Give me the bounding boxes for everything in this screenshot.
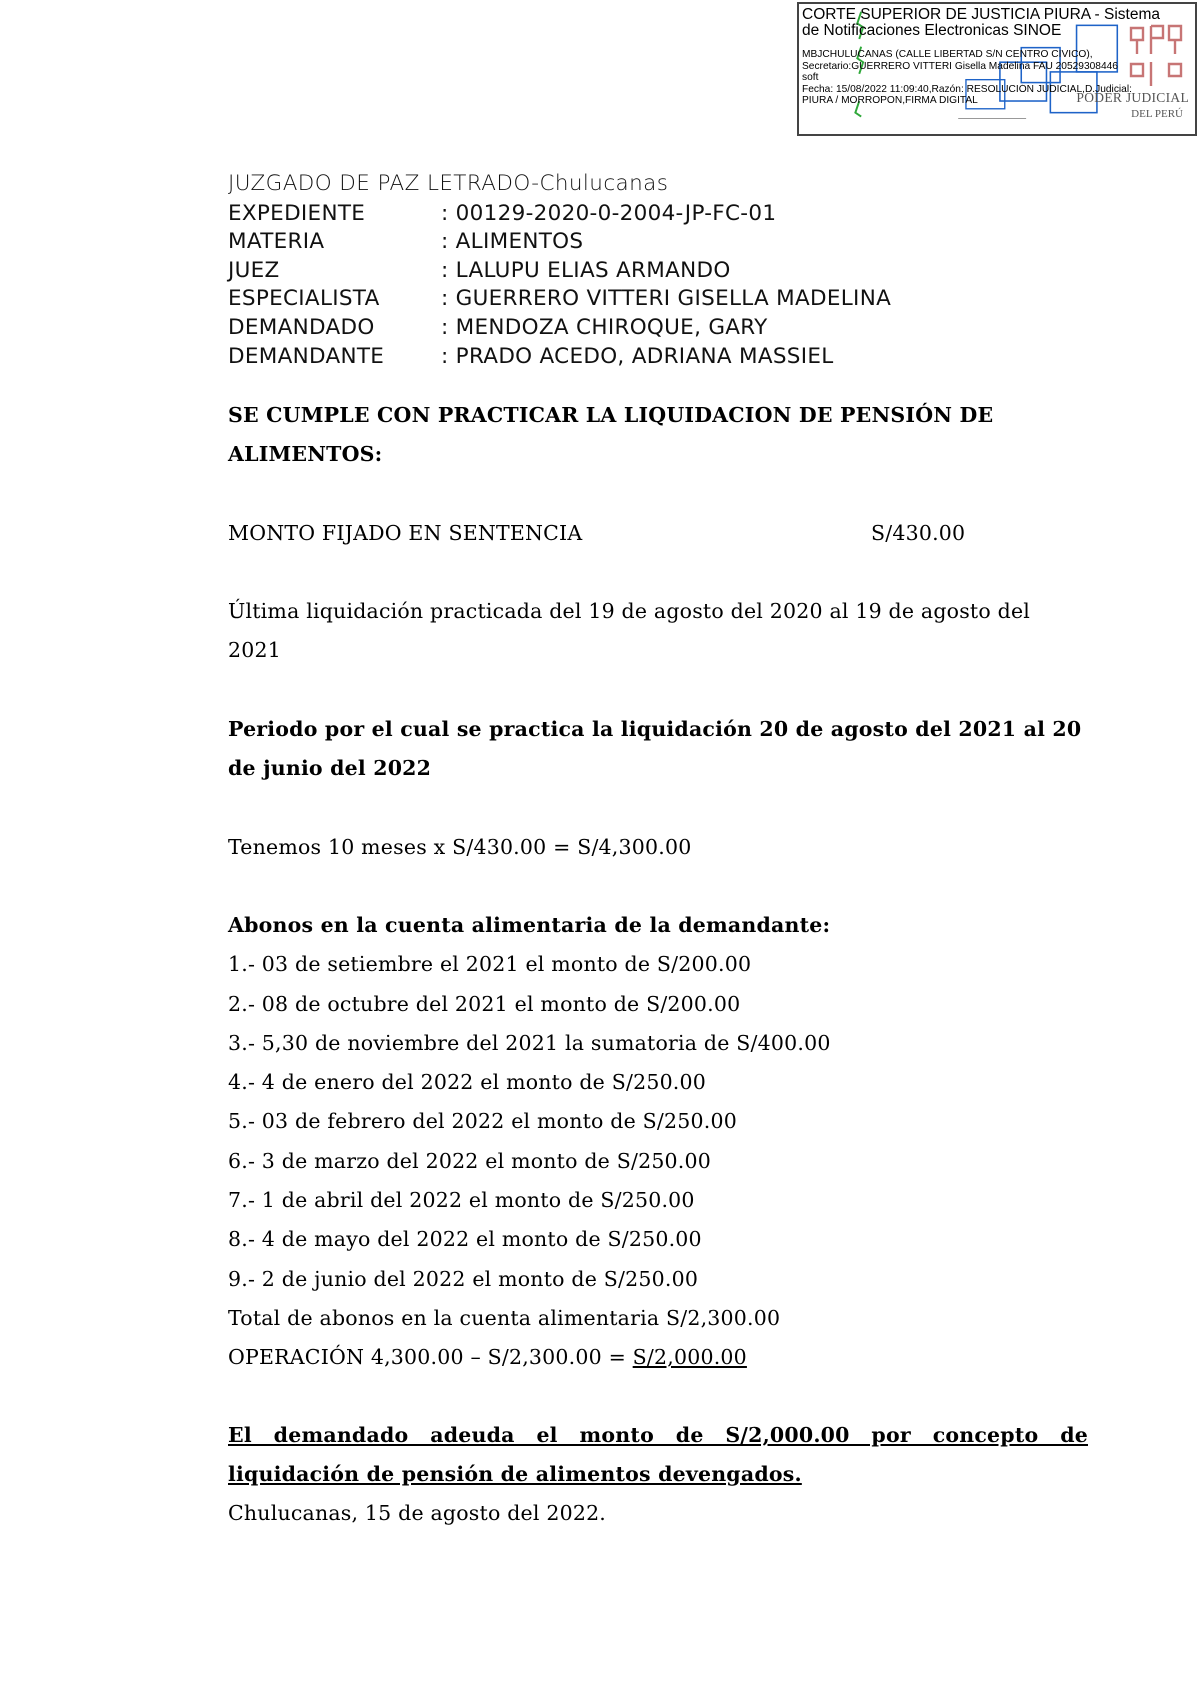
monto-value: S/430.00 [871,521,966,545]
field-value: : MENDOZA CHIROQUE, GARY [441,314,768,340]
abonos-section [228,906,1088,1378]
stamp-detail-line: soft [802,72,819,83]
conclusion [228,1416,1088,1494]
court-name: JUZGADO DE PAZ LETRADO-Chulucanas [228,171,669,196]
case-field-demandado [228,313,891,342]
stamp-detail-line: Secretario:GUERRERO VITTERI Gisella Madelina FAU 20529308446 [802,60,1118,72]
stamp-detail-line: MBJCHULUCANAS (CALLE LIBERTAD S/N CENTRO CIVICO), [802,49,1093,60]
list-item: 6.- 3 de marzo del 2022 el monto de S/250.00 [228,1148,712,1173]
list-item: 4.- 4 de enero del 2022 el monto de S/250.00 [228,1070,707,1095]
field-label: DEMANDADO [228,314,375,340]
stamp-detail-line: Fecha: 15/08/2022 11:09:40,Razón: RESOLUCIÓN JUDICIAL,D.Judicial: [802,83,1132,95]
ultima-liquidacion [228,592,1088,670]
field-value: : LALUPU ELIAS ARMANDO [441,257,731,283]
periodo-liquidacion [228,710,1088,788]
abonos-title: Abonos en la cuenta alimentaria de la demandante: [228,913,831,937]
digital-signature-stamp [797,2,1197,136]
field-label: JUEZ [228,257,280,283]
stamp-title-line: CORTE SUPERIOR DE JUSTICIA PIURA - Sistema [802,6,1161,23]
list-item: 7.- 1 de abril del 2022 el monto de S/250.00 [228,1188,695,1213]
field-label: MATERIA [228,229,325,255]
case-field-juez [228,256,891,285]
operacion [228,1338,1088,1377]
list-item: 1.- 03 de setiembre el 2021 el monto de S/200.00 [228,952,752,977]
field-value: : GUERRERO VITTERI GISELLA MADELINA [441,286,892,312]
liquidation-heading [228,396,1088,474]
operacion-formula: OPERACIÓN 4,300.00 – S/2,300.00 = [228,1345,633,1370]
monto-label: MONTO FIJADO EN SENTENCIA [228,521,583,545]
list-item: 5.- 03 de febrero del 2022 el monto de S/250.00 [228,1109,737,1134]
list-item: 2.- 08 de octubre del 2021 el monto de S/200.00 [228,991,741,1016]
field-label: ESPECIALISTA [228,286,380,312]
conclusion-line: El demandado adeuda el monto de S/2,000.00 por concepto de [228,1423,1088,1447]
field-label: EXPEDIENTE [228,200,366,226]
field-label: DEMANDANTE [228,343,385,369]
field-value: : ALIMENTOS [441,229,584,255]
monto-fijado [228,514,1088,553]
poder-judicial-label: PODER JUDICIAL [1076,90,1189,105]
case-header [228,170,891,370]
case-field-expediente [228,199,891,228]
field-value: : PRADO ACEDO, ADRIANA MASSIEL [441,343,834,369]
list-item: 8.- 4 de mayo del 2022 el monto de S/250.00 [228,1227,702,1252]
stamp-title-line: de Notificaciones Electronicas SINOE [802,22,1062,39]
heading-line: SE CUMPLE CON PRACTICAR LA LIQUIDACION DE PENSIÓN DE [228,403,994,427]
closing-date: Chulucanas, 15 de agosto del 2022. [228,1501,607,1525]
operacion-result: S/2,000.00 [632,1345,747,1370]
paragraph-line: de junio del 2022 [228,756,432,780]
heading-line: ALIMENTOS: [228,442,383,466]
list-item: 9.- 2 de junio del 2022 el monto de S/250.00 [228,1266,699,1291]
total-abonos: Total de abonos en la cuenta alimentaria S/2,300.00 [228,1305,781,1330]
conclusion-line: liquidación de pensión de alimentos devengados. [228,1462,802,1486]
case-field-materia [228,227,891,256]
case-field-especialista [228,284,891,313]
case-field-demandante [228,342,891,371]
calculo-meses: Tenemos 10 meses x S/430.00 = S/4,300.00 [228,835,692,859]
stamp-title [802,7,1192,39]
list-item: 3.- 5,30 de noviembre del 2021 la sumatoria de S/400.00 [228,1030,831,1055]
paragraph-line: 2021 [228,638,281,662]
paragraph-line: Periodo por el cual se practica la liquidación 20 de agosto del 2021 al 20 [228,717,1082,741]
poder-judicial-sublabel: DEL PERÚ [1131,108,1183,120]
paragraph-line: Última liquidación practicada del 19 de agosto del 2020 al 19 de agosto del [228,599,1031,623]
stamp-detail-line: PIURA / MORROPON,FIRMA DIGITAL [802,95,978,106]
field-value: : 00129-2020-0-2004-JP-FC-01 [441,200,777,226]
